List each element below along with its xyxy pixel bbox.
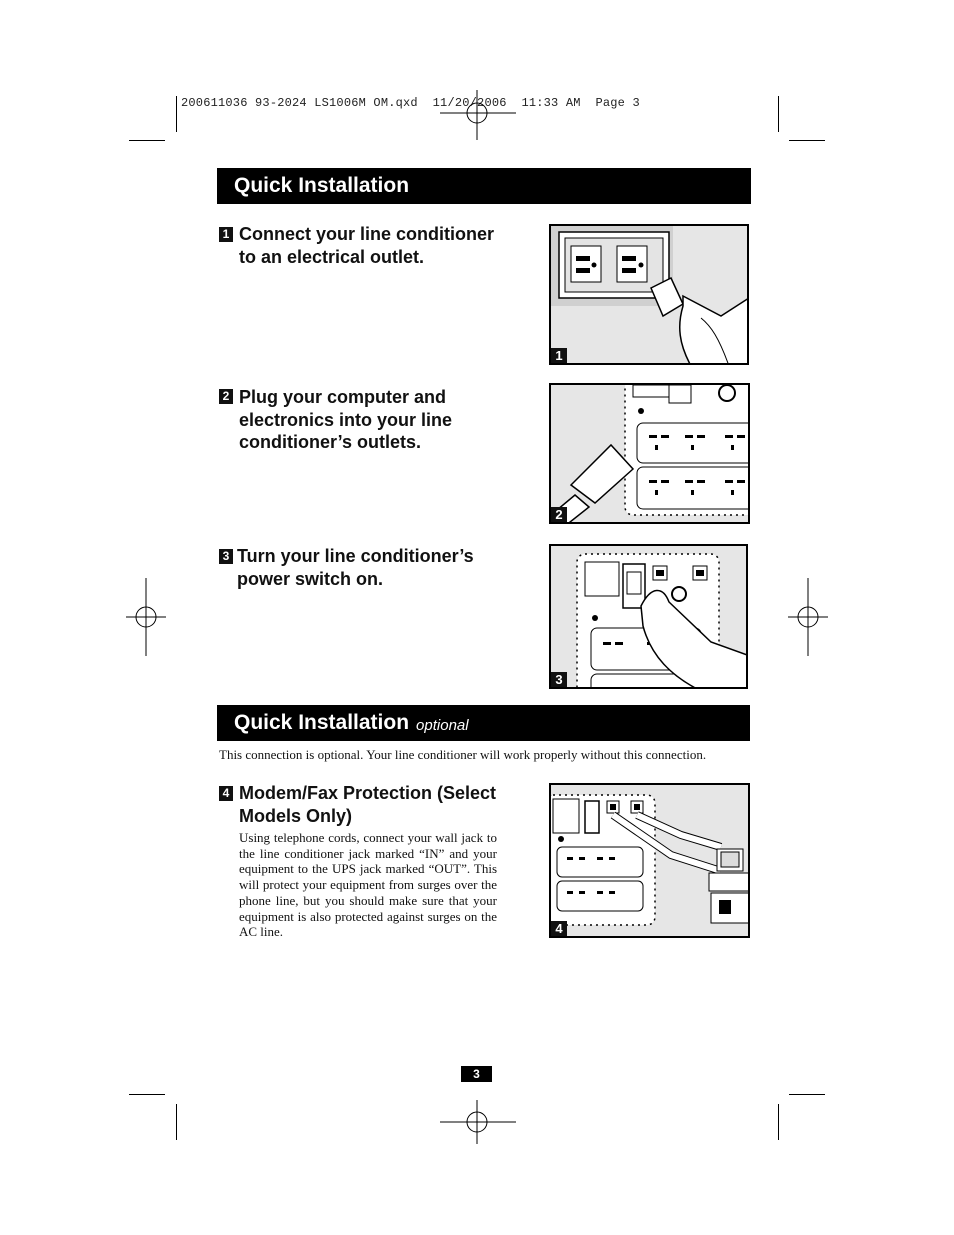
step-1-title: Connect your line conditioner to an electrical outlet. <box>239 224 495 267</box>
figure-label: 4 <box>551 921 567 936</box>
step-number-3: 3 <box>219 549 233 564</box>
modem-fax-illustration <box>549 783 750 938</box>
registration-mark-icon <box>440 1100 516 1144</box>
print-slug: 200611036 93-2024 LS1006M OM.qxd 11/20/2006 11:33 AM Page 3 <box>181 96 640 110</box>
figure-label: 3 <box>551 672 567 687</box>
step-number-4: 4 <box>219 786 233 801</box>
section-title: Quick Installation <box>234 174 410 197</box>
section-header-quick-installation-optional <box>217 705 750 741</box>
section-title: Quick Installation <box>234 711 410 734</box>
section-subtitle: optional <box>416 716 469 734</box>
step-number-1: 1 <box>219 227 233 242</box>
figure-label: 2 <box>551 507 567 522</box>
step-4-body: Using telephone cords, connect your wall jack to the line conditioner jack marked “IN” and your equipment to the UPS jack marked “OUT”. This will protect your equipment from surges over the phone line, but you should make sure that your equipment is also protected against surges on the AC line. <box>239 830 497 940</box>
power-switch-illustration <box>549 544 748 689</box>
registration-mark-icon <box>440 90 516 140</box>
optional-intro-text: This connection is optional. Your line conditioner will work properly without this connection. <box>219 747 707 762</box>
figure-label: 1 <box>551 348 567 363</box>
step-4-title: Modem/Fax Protection (Select Models Only) <box>239 783 497 826</box>
wall-outlet-illustration <box>549 224 749 365</box>
registration-mark-icon <box>788 578 828 656</box>
power-strip-illustration <box>549 383 750 524</box>
section-header-quick-installation <box>217 168 751 204</box>
step-number-2: 2 <box>219 389 233 404</box>
step-2-title: Plug your computer and electronics into your line conditioner’s outlets. <box>239 387 453 452</box>
registration-mark-icon <box>126 578 166 656</box>
page-number: 3 <box>461 1066 492 1082</box>
step-3-title: Turn your line conditioner’s power switch on. <box>237 546 474 589</box>
